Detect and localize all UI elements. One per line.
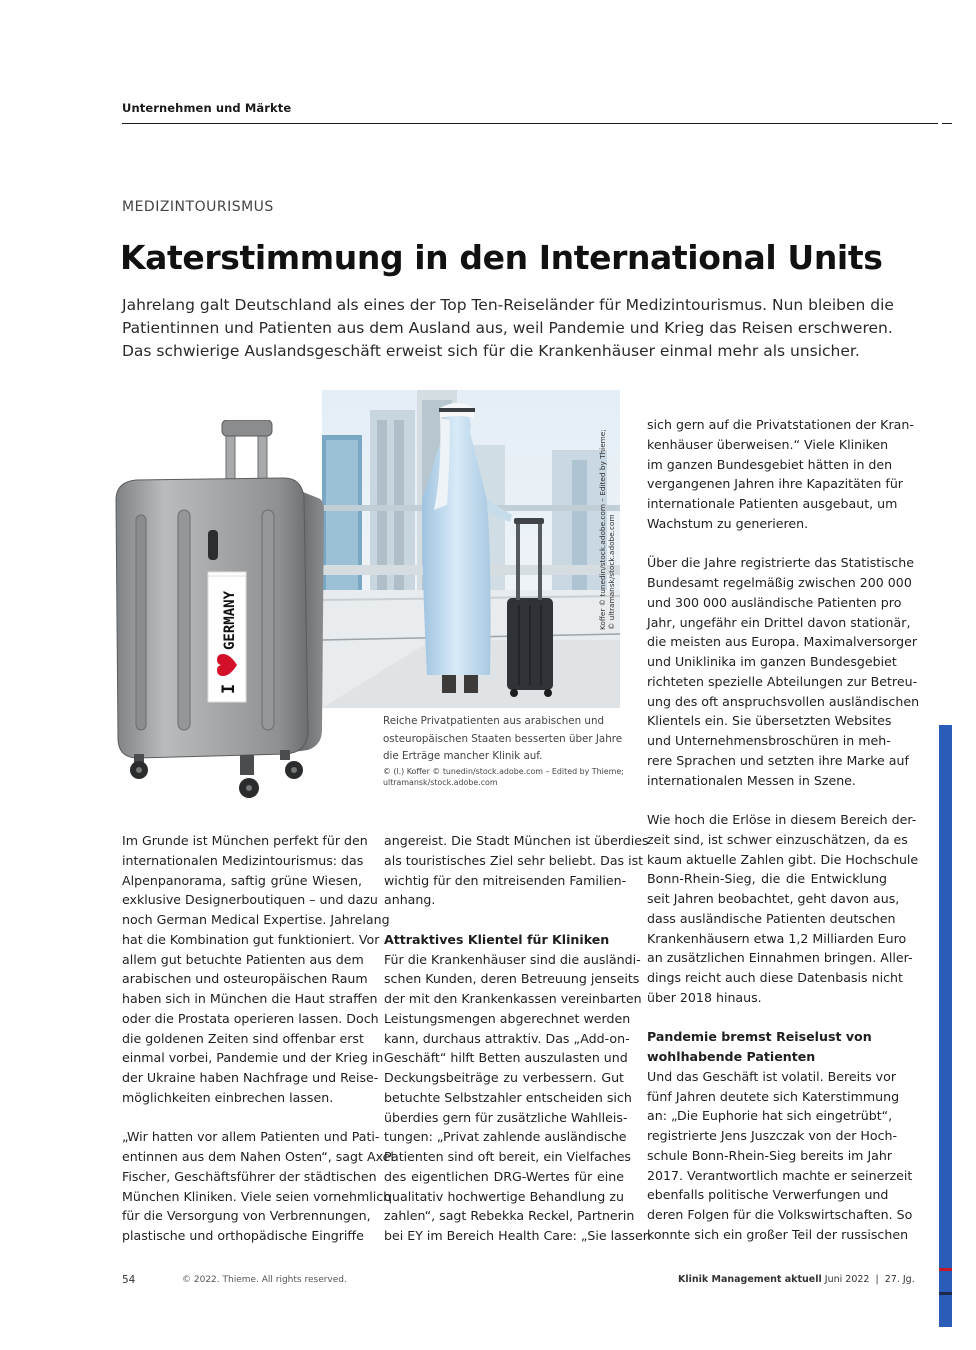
text-line: seit Jahren beobachtet, geht davon aus, (647, 891, 900, 906)
text-line: hat die Kombination gut funktioniert. Vor (122, 931, 380, 947)
article-lead (122, 294, 922, 363)
caption-line: osteuropäischen Staaten besserten über Jahre (383, 732, 623, 745)
text-line: Leistungsmengen abgerechnet werden (384, 1010, 631, 1026)
figure-caption (383, 713, 623, 788)
text-line: des eigentlichen DRG-Wertes für eine (384, 1168, 624, 1184)
text-line: der Ukraine haben Nachfrage und Reise- (122, 1070, 379, 1085)
text-line: richteten spezielle Abteilungen zur Betreu- (647, 673, 918, 689)
side-mark-red (939, 1268, 952, 1271)
side-mark-navy (939, 1292, 952, 1295)
column-2 (384, 831, 651, 1266)
text-line: betuchte Selbstzahler entscheiden sich (384, 1089, 632, 1105)
text-line: tungen: „Privat zahlende ausländische (384, 1129, 627, 1145)
lead-line: Jahrelang galt Deutschland als eines der Top Ten-Reiseländer für Medizintourismus. Nun bleiben die (122, 296, 894, 314)
text-line: internationale Patienten ausgebaut, um (647, 496, 898, 511)
text-line: an: „Die Euphorie hat sich eingetrübt“, (647, 1108, 893, 1124)
text-line: überdies gern für zusätzliche Wahlleis- (384, 1109, 628, 1125)
text-line: und Uniklinika im ganzen Bundesgebiet (647, 654, 897, 669)
paragraph (384, 950, 651, 1246)
text-line: haben sich in München die Haut straffen (122, 991, 378, 1006)
text-line: an zusätzlichen Einnahmen bringen. Aller- (647, 950, 913, 966)
figure-suitcase (108, 420, 328, 805)
paragraph (122, 1127, 394, 1246)
text-line: für die Versorgung von Verbrennungen, (122, 1208, 371, 1224)
caption-line: die Erträge mancher Klinik auf. (383, 750, 543, 763)
lead-line: Das schwierige Auslandsgeschäft erweist sich für die Krankenhäuser einmal mehr als unsicher. (122, 342, 860, 360)
text-line: der mit den Krankenkassen vereinbarten (384, 991, 642, 1006)
text-line: als touristisches Ziel sehr beliebt. Das ist (384, 852, 644, 868)
text-line: die meisten aus Europa. Maximalversorger (647, 634, 918, 650)
text-line: Bonn-Rhein-Sieg, die die Entwicklung (647, 871, 887, 887)
text-line: angereist. Die Stadt München ist überdies (384, 833, 649, 848)
text-line: und 300 000 ausländische Patienten pro (647, 594, 902, 610)
text-line: 2017. Verantwortlich machte er seinerzeit (647, 1167, 913, 1183)
text-line: sich gern auf die Privatstationen der Kran- (647, 417, 914, 432)
text-line: rere Sprachen und setzten ihre Marke auf (647, 752, 909, 768)
subheading-line: Pandemie bremst Reiselust von (647, 1029, 872, 1045)
text-line: kaum aktuelle Zahlen gibt. Die Hochschule (647, 851, 919, 867)
text-line: kann, durchaus attraktiv. Das „Add-on- (384, 1030, 630, 1046)
text-line: zahlen“, sagt Rebekka Reckel, Partnerin (384, 1208, 635, 1224)
article-title: Katerstimmung in den International Units (120, 238, 883, 277)
side-color-bar (939, 725, 952, 1327)
svg-text:I: I (219, 683, 239, 694)
text-line: Wie hoch die Erlöse in diesem Bereich der- (647, 812, 917, 827)
header-rule (122, 123, 938, 124)
page-number: 54 (122, 1274, 136, 1286)
text-line: anhang. (384, 892, 436, 908)
text-line: Klientels ein. Sie übersetzten Websites (647, 713, 892, 729)
text-line: Im Grunde ist München perfekt für den (122, 833, 368, 848)
text-line: qualitativ hochwertige Behandlung zu (384, 1188, 624, 1204)
text-line: und Unternehmensbroschüren in meh- (647, 733, 891, 748)
photo-credit (598, 398, 620, 630)
text-line: fünf Jahren deutete sich Katerstimmung (647, 1088, 900, 1104)
svg-text:GERMANY: GERMANY (222, 590, 238, 650)
text-line: internationalen Messen in Szene. (647, 772, 856, 788)
subheading: Attraktives Klientel für Kliniken (384, 931, 610, 947)
text-line: allem gut betuchte Patienten aus dem (122, 951, 364, 967)
text-line: wichtig für den mitreisenden Familien- (384, 872, 627, 888)
caption-credit: ultramansk/stock.adobe.com (383, 777, 498, 787)
text-line: Krankenhäusern etwa 1,2 Milliarden Euro (647, 930, 907, 946)
text-line: kenhäuser überweisen.“ Viele Kliniken (647, 436, 889, 452)
text-line: zeit sind, ist schwer einzuschätzen, da es (647, 831, 908, 847)
text-line: registrierte Jens Juszczak von der Hoch- (647, 1128, 898, 1143)
paragraph (384, 831, 649, 910)
text-line: Geschäft“ hilft Betten auszulasten und (384, 1050, 628, 1066)
text-line: schen Kunden, deren Betreuung jenseits (384, 971, 640, 987)
text-line: Fischer, Geschäftsführer der städtischen (122, 1168, 377, 1184)
section-label: Unternehmen und Märkte (122, 101, 292, 115)
text-line: entinnen aus dem Nahen Osten“, sagt Axel (122, 1149, 394, 1164)
text-line: vergangenen Jahren ihre Kapazitäten für (647, 476, 903, 492)
text-line: dings reicht auch diese Datenbasis nicht (647, 970, 903, 985)
paragraph (647, 553, 920, 790)
figure-photo (322, 390, 620, 708)
copyright: © 2022. Thieme. All rights reserved. (182, 1275, 347, 1285)
photo-credit-line: © ultramansk/stock.adobe.com (607, 514, 616, 630)
text-line: Deckungsbeiträge zu verbessern. Gut (384, 1070, 624, 1085)
lead-line: Patientinnen und Patienten aus dem Ausland aus, weil Pandemie und Krieg das Reisen erschweren. (122, 319, 893, 337)
text-line: internationalen Medizintourismus: das (122, 852, 364, 868)
column-3 (647, 415, 920, 1264)
caption-credit: © (l.) Koffer © tunedin/stock.adobe.com – Edited by Thieme; (383, 766, 624, 776)
text-line: bei EY im Bereich Health Care: „Sie lassen (384, 1228, 651, 1243)
caption-line: Reiche Privatpatienten aus arabischen und (383, 715, 605, 727)
text-line: ebenfalls politische Verwerfungen und (647, 1187, 889, 1203)
text-line: möglichkeiten einbrechen lassen. (122, 1089, 334, 1105)
text-line: Und das Geschäft ist volatil. Bereits vor (647, 1068, 897, 1084)
text-line: die goldenen Zeiten sind offenbar erst (122, 1030, 364, 1046)
article-kicker: MEDIZINTOURISMUS (122, 199, 274, 215)
journal-issue: Juni 2022 | 27. Jg. (824, 1274, 915, 1285)
photo-credit-line: Koffer © tunedin/stock.adobe.com – Edited by Thieme; (598, 429, 607, 630)
text-line: noch German Medical Expertise. Jahrelang (122, 912, 390, 927)
text-line: ung des oft anspruchsvollen ausländischen (647, 693, 920, 709)
text-line: plastische und orthopädische Eingriffe (122, 1228, 364, 1243)
paragraph (647, 1067, 913, 1245)
paragraph (122, 831, 390, 1108)
text-line: dass ausländische Patienten deutschen (647, 910, 896, 926)
text-line: oder die Prostata operieren lassen. Doch (122, 1010, 379, 1026)
paragraph (647, 415, 914, 534)
text-line: konnte sich ein großer Teil der russischen (647, 1226, 909, 1242)
text-line: deren Folgen für die Volkswirtschaften. So (647, 1207, 913, 1222)
journal-info (678, 1274, 915, 1285)
header-rule-tick (942, 123, 952, 124)
text-line: einmal vorbei, Pandemie und der Krieg in (122, 1050, 384, 1066)
text-line: Über die Jahre registrierte das Statistische (647, 555, 914, 571)
text-line: Wachstum zu generieren. (647, 515, 809, 531)
text-line: arabischen und osteuropäischen Raum (122, 971, 368, 987)
text-line: über 2018 hinaus. (647, 989, 762, 1005)
journal-name: Klinik Management aktuell (678, 1274, 822, 1285)
text-line: exklusive Designerboutiquen – und dazu (122, 892, 378, 908)
text-line: Für die Krankenhäuser sind die ausländi- (384, 951, 641, 967)
text-line: Patienten sind oft bereit, ein Vielfaches (384, 1149, 631, 1164)
text-line: Alpenpanorama, saftig grüne Wiesen, (122, 872, 362, 888)
column-1 (122, 831, 394, 1266)
text-line: „Wir hatten vor allem Patienten und Pati- (122, 1129, 380, 1145)
text-line: schule Bonn-Rhein-Sieg bereits im Jahr (647, 1147, 893, 1163)
subheading (647, 1027, 887, 1067)
text-line: Jahr, ungefähr ein Drittel davon stationär, (647, 614, 911, 630)
paragraph (647, 810, 919, 1008)
text-line: Bundesamt regelmäßig zwischen 200 000 (647, 575, 912, 590)
text-line: München Kliniken. Viele seien vornehmlich (122, 1188, 392, 1204)
text-line: im ganzen Bundesgebiet hätten in den (647, 456, 893, 472)
subheading-line: wohlhabende Patienten (647, 1049, 816, 1064)
